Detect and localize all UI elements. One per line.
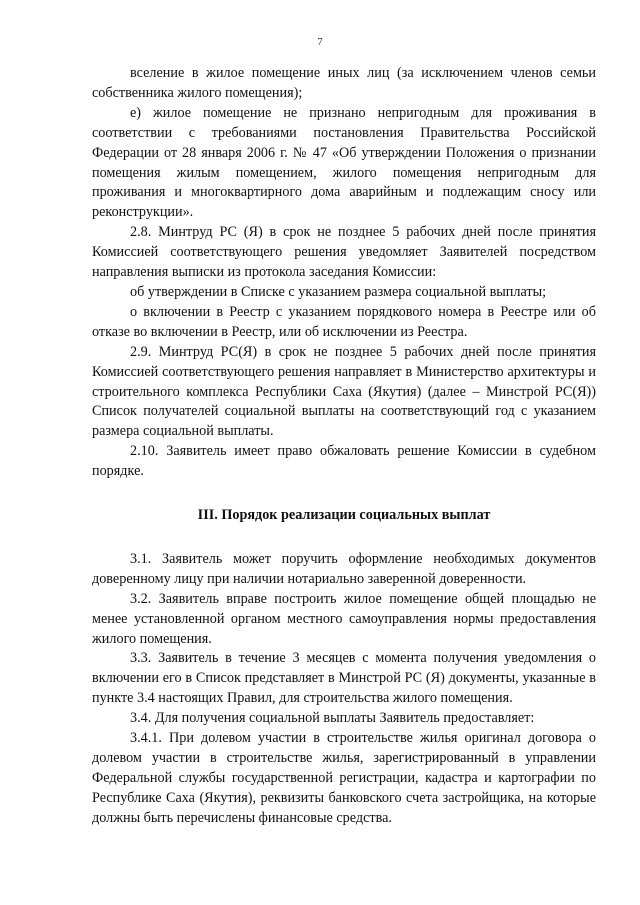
paragraph: 3.1. Заявитель может поручить оформление необходимых документов доверенному лицу при наличии нотариально заверенной доверенности. [92, 550, 596, 587]
document-body [92, 64, 596, 829]
paragraph: 2.8. Минтруд РС (Я) в срок не позднее 5 рабочих дней после принятия Комиссией соответствующего решения уведомляет Заявителей посредством направления выписки из протокола заседания Комиссии: [92, 224, 596, 281]
paragraph: вселение в жилое помещение иных лиц (за исключением членов семьи собственника жилого помещения); [92, 65, 596, 101]
paragraph: 3.2. Заявитель вправе построить жилое помещение общей площадью не менее установленной органом местного самоуправления нормы предоставления жилого помещения. [92, 590, 596, 647]
paragraph: 3.4. Для получения социальной выплаты Заявитель предоставляет: [130, 710, 535, 727]
section-three-paragraphs [92, 550, 596, 829]
page-number: 7 [317, 36, 323, 48]
paragraph: 2.10. Заявитель имеет право обжаловать решение Комиссии в судебном порядке. [92, 443, 596, 480]
section-two-paragraphs [92, 64, 596, 482]
paragraph: об утверждении в Списке с указанием размера социальной выплаты; [130, 283, 547, 300]
paragraph: 2.9. Минтруд РС(Я) в срок не позднее 5 рабочих дней после принятия Комиссией соответствующего решения направляет в Министерство архитектуры и строительного комплекса Республики Саха (Якутия) (далее – Минстрой РС(Я)) Список получателей социальной выплаты на соответствующий год с указанием размера социальной выплаты. [92, 343, 596, 440]
paragraph: 3.4.1. При долевом участии в строительстве жилья оригинал договора о долевом участии в строительстве жилья, зарегистрированный в управлении Федеральной службы государственной регистрации, кадастра и картографии по Республике Саха (Якутия), реквизиты банковского счета застройщика, на которые должны быть перечислены финансовые средства. [92, 730, 596, 826]
paragraph: 3.3. Заявитель в течение 3 месяцев с момента получения уведомления о включении его в Список представляет в Минстрой РС (Я) документы, указанные в пункте 3.4 настоящих Правил, для строительства жилого помещения. [92, 650, 596, 707]
section-heading: III. Порядок реализации социальных выплат [197, 507, 491, 524]
paragraph: е) жилое помещение не признано непригодным для проживания в соответствии с требованиями постановления Правительства Российской Федерации от 28 января 2006 г. № 47 «Об утверждении Положения о признании помещения жилым помещением, жилого помещения непригодным для проживания и многоквартирного дома аварийным и подлежащим сносу или реконструкции». [92, 104, 596, 221]
paragraph: о включении в Реестр с указанием порядкового номера в Реестре или об отказе во включении в Реестр, или об исключении из Реестра. [92, 303, 596, 340]
